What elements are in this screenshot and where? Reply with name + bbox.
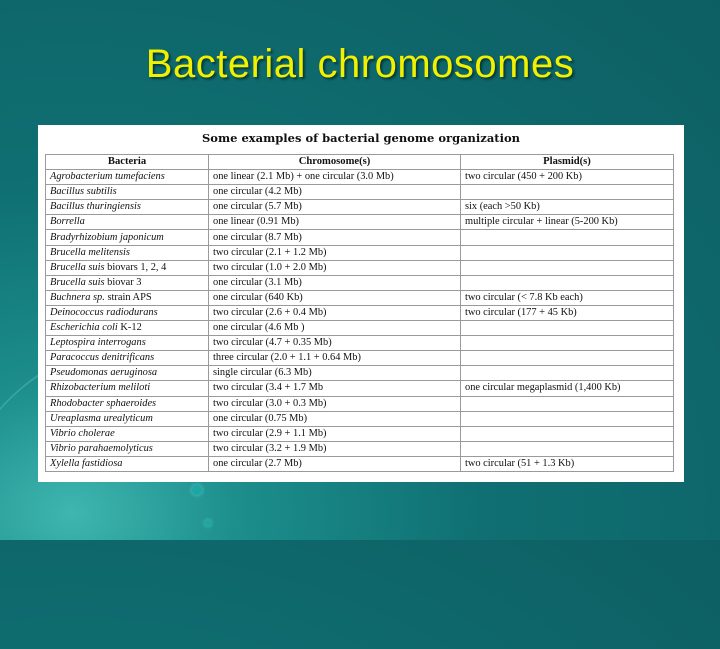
- table-row: [46, 456, 674, 471]
- cell-plasmids: multiple circular + linear (5-200 Kb): [461, 215, 674, 230]
- table-row: [46, 290, 674, 305]
- strain-label: biovars 1, 2, 4: [107, 261, 167, 273]
- column-header-chromosomes: Chromosome(s): [209, 155, 461, 170]
- cell-bacteria: [46, 426, 209, 441]
- cell-chromosomes: two circular (2.9 + 1.1 Mb): [209, 426, 461, 441]
- cell-chromosomes: two circular (2.6 + 0.4 Mb): [209, 305, 461, 320]
- cell-plasmids: [461, 275, 674, 290]
- table-header-row: [46, 155, 674, 170]
- table-row: [46, 321, 674, 336]
- cell-plasmids: two circular (< 7.8 Kb each): [461, 290, 674, 305]
- cell-chromosomes: three circular (2.0 + 1.1 + 0.64 Mb): [209, 351, 461, 366]
- cell-bacteria: [46, 215, 209, 230]
- cell-plasmids: [461, 396, 674, 411]
- table-row: [46, 230, 674, 245]
- species-name: Buchnera sp.: [50, 291, 105, 303]
- strain-label: biovar 3: [107, 276, 142, 288]
- table-row: [46, 366, 674, 381]
- strain-label: strain APS: [107, 291, 152, 303]
- table-caption: Some examples of bacterial genome organization: [202, 131, 520, 145]
- species-name: Vibrio parahaemolyticus: [50, 442, 153, 454]
- table-row: [46, 215, 674, 230]
- species-name: Deinococcus radiodurans: [50, 306, 158, 318]
- cell-plasmids: [461, 351, 674, 366]
- slide-title: Bacterial chromosomes: [145, 42, 575, 86]
- cell-bacteria: [46, 411, 209, 426]
- cell-chromosomes: one circular (2.7 Mb): [209, 456, 461, 471]
- column-header-plasmids: Plasmid(s): [461, 155, 674, 170]
- cell-chromosomes: one circular (4.2 Mb): [209, 185, 461, 200]
- species-name: Bacillus thuringiensis: [50, 201, 141, 213]
- cell-plasmids: [461, 366, 674, 381]
- species-name: Pseudomonas aeruginosa: [50, 367, 158, 379]
- cell-plasmids: six (each >50 Kb): [461, 200, 674, 215]
- cell-chromosomes: one linear (2.1 Mb) + one circular (3.0 Mb): [209, 170, 461, 185]
- cell-bacteria: [46, 170, 209, 185]
- table-row: [46, 396, 674, 411]
- cell-bacteria: [46, 230, 209, 245]
- cell-bacteria: [46, 336, 209, 351]
- cell-plasmids: [461, 260, 674, 275]
- table-image-panel: [38, 125, 684, 482]
- table-row: [46, 441, 674, 456]
- cell-chromosomes: two circular (3.2 + 1.9 Mb): [209, 441, 461, 456]
- cell-chromosomes: two circular (1.0 + 2.0 Mb): [209, 260, 461, 275]
- genome-table: [45, 154, 674, 472]
- cell-plasmids: [461, 411, 674, 426]
- cell-plasmids: [461, 185, 674, 200]
- table-row: [46, 411, 674, 426]
- table-row: [46, 305, 674, 320]
- cell-bacteria: [46, 275, 209, 290]
- species-name: Paracoccus denitrificans: [50, 352, 155, 364]
- species-name: Agrobacterium tumefaciens: [50, 171, 165, 183]
- cell-chromosomes: two circular (2.1 + 1.2 Mb): [209, 245, 461, 260]
- table-row: [46, 170, 674, 185]
- table-row: [46, 336, 674, 351]
- table-row: [46, 185, 674, 200]
- strain-label: K-12: [120, 322, 142, 334]
- cell-chromosomes: one circular (4.6 Mb ): [209, 321, 461, 336]
- species-name: Rhodobacter sphaeroides: [50, 397, 157, 409]
- cell-plasmids: [461, 245, 674, 260]
- table-row: [46, 245, 674, 260]
- species-name: Bradyrhizobium japonicum: [50, 231, 164, 243]
- cell-chromosomes: one circular (3.1 Mb): [209, 275, 461, 290]
- cell-chromosomes: single circular (6.3 Mb): [209, 366, 461, 381]
- cell-bacteria: [46, 441, 209, 456]
- species-name: Escherichia coli: [50, 322, 118, 334]
- cell-plasmids: [461, 321, 674, 336]
- species-name: Xylella fastidiosa: [50, 457, 123, 469]
- table-row: [46, 381, 674, 396]
- table-row: [46, 426, 674, 441]
- table-row: [46, 200, 674, 215]
- species-name: Borrella: [50, 216, 85, 228]
- table-row: [46, 275, 674, 290]
- cell-bacteria: [46, 185, 209, 200]
- cell-chromosomes: one circular (5.7 Mb): [209, 200, 461, 215]
- column-header-bacteria: Bacteria: [46, 155, 209, 170]
- cell-chromosomes: one circular (8.7 Mb): [209, 230, 461, 245]
- cell-bacteria: [46, 290, 209, 305]
- cell-chromosomes: two circular (3.0 + 0.3 Mb): [209, 396, 461, 411]
- species-name: Brucella suis: [50, 261, 105, 273]
- species-name: Brucella melitensis: [50, 246, 130, 258]
- cell-plasmids: one circular megaplasmid (1,400 Kb): [461, 381, 674, 396]
- cell-bacteria: [46, 396, 209, 411]
- cell-plasmids: [461, 230, 674, 245]
- species-name: Vibrio cholerae: [50, 427, 115, 439]
- table-row: [46, 351, 674, 366]
- cell-bacteria: [46, 366, 209, 381]
- species-name: Rhizobacterium meliloti: [50, 382, 151, 394]
- cell-plasmids: two circular (51 + 1.3 Kb): [461, 456, 674, 471]
- cell-bacteria: [46, 351, 209, 366]
- decorative-dot: [192, 485, 202, 495]
- species-name: Leptospira interrogans: [50, 337, 146, 349]
- species-name: Ureaplasma urealyticum: [50, 412, 153, 424]
- cell-chromosomes: one linear (0.91 Mb): [209, 215, 461, 230]
- decorative-dot: [205, 520, 211, 526]
- cell-chromosomes: two circular (4.7 + 0.35 Mb): [209, 336, 461, 351]
- cell-chromosomes: one circular (0.75 Mb): [209, 411, 461, 426]
- cell-bacteria: [46, 200, 209, 215]
- cell-plasmids: [461, 441, 674, 456]
- cell-chromosomes: one circular (640 Kb): [209, 290, 461, 305]
- cell-bacteria: [46, 321, 209, 336]
- species-name: Bacillus subtilis: [50, 186, 117, 198]
- cell-bacteria: [46, 456, 209, 471]
- cell-plasmids: [461, 426, 674, 441]
- cell-plasmids: [461, 336, 674, 351]
- cell-bacteria: [46, 245, 209, 260]
- cell-bacteria: [46, 305, 209, 320]
- cell-plasmids: two circular (177 + 45 Kb): [461, 305, 674, 320]
- cell-plasmids: two circular (450 + 200 Kb): [461, 170, 674, 185]
- species-name: Brucella suis: [50, 276, 105, 288]
- cell-chromosomes: two circular (3.4 + 1.7 Mb: [209, 381, 461, 396]
- cell-bacteria: [46, 381, 209, 396]
- cell-bacteria: [46, 260, 209, 275]
- table-row: [46, 260, 674, 275]
